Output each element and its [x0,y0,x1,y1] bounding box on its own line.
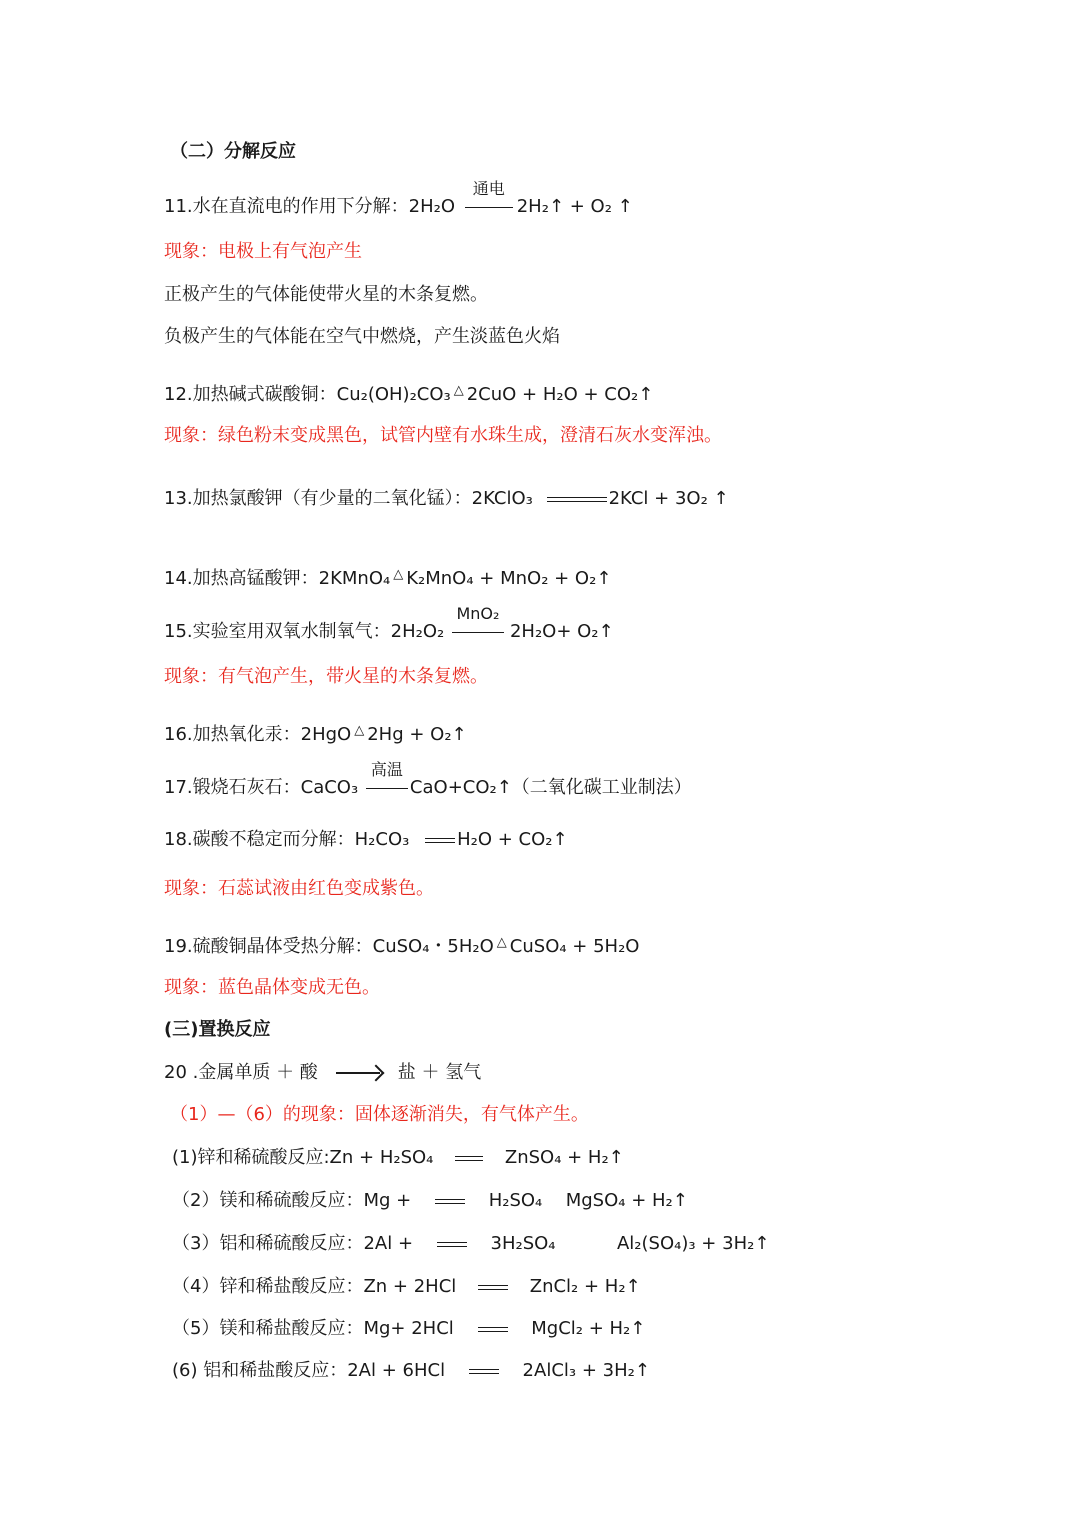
sub-reaction-1: (1)锌和稀硫酸反应:Zn + H₂SO₄ ZnSO₄ + H₂↑ [172,1147,624,1168]
reaction-15: 15.实验室用双氧水制氧气：2H₂O₂ MnO₂ 2H₂O+ O₂↑ [164,604,614,642]
heat-symbol: △ [393,567,404,582]
note-positive-electrode: 正极产生的气体能使带火星的木条复燃。 [164,284,488,305]
condition-high-temperature: 高温 [366,776,408,800]
reaction-11: 11.水在直流电的作用下分解：2H₂O 通电 2H₂↑ + O₂ ↑ [164,179,633,217]
reaction-12: 12.加热碱式碳酸铜：Cu₂(OH)₂CO₃ △ 2CuO + H₂O + CO₂↑ [164,379,653,407]
observation-12: 现象：绿色粉末变成黑色，试管内壁有水珠生成，澄清石灰水变浑浊。 [164,425,722,446]
sub-reaction-6: (6) 铝和稀盐酸反应：2Al + 6HCl 2AlCl₃ + 3H₂↑ [172,1360,650,1381]
reaction-14: 14.加热高锰酸钾：2KMnO₄ △ K₂MnO₄ + MnO₂ + O₂↑ [164,563,611,591]
reaction-16: 16.加热氧化汞：2HgO △ 2Hg + O₂↑ [164,719,467,747]
observation-15: 现象：有气泡产生，带火星的木条复燃。 [164,666,488,687]
note-negative-electrode: 负极产生的气体能在空气中燃烧，产生淡蓝色火焰 [164,326,560,347]
equals-sign [469,1369,499,1374]
sub-reaction-5: （5）镁和稀盐酸反应：Mg+ 2HCl MgCl₂ + H₂↑ [172,1318,646,1339]
arrow-icon [336,1072,380,1074]
reaction-19: 19.硫酸铜晶体受热分解：CuSO₄・5H₂O △ CuSO₄ + 5H₂O [164,931,639,959]
observation-19: 现象：蓝色晶体变成无色。 [164,977,380,998]
section-heading-decomposition: （二）分解反应 [170,141,296,162]
condition-catalyst: MnO₂ [452,620,504,644]
reaction-17: 17.锻烧石灰石：CaCO₃ 高温 CaO+CO₂↑（二氧化碳工业制法） [164,760,692,798]
equals-sign [437,1242,467,1247]
equals-sign [435,1199,465,1204]
heat-symbol: △ [354,723,365,738]
observation-20: （1）—（6）的现象：固体逐渐消失，有气体产生。 [170,1104,589,1125]
equals-sign [547,497,607,502]
equals-sign [455,1156,483,1161]
equals-sign [478,1327,508,1332]
sub-reaction-3: （3）铝和稀硫酸反应：2Al + 3H₂SO₄ Al₂(SO₄)₃ + 3H₂↑ [172,1233,770,1254]
heat-symbol: △ [496,935,507,950]
section-heading-replacement: (三)置换反应 [164,1019,271,1040]
heat-symbol: △ [453,383,464,398]
sub-reaction-2: （2）镁和稀硫酸反应：Mg + H₂SO₄ MgSO₄ + H₂↑ [172,1190,688,1211]
equals-sign [425,838,455,843]
observation-11: 现象：电极上有气泡产生 [164,241,362,262]
sub-reaction-4: （4）锌和稀盐酸反应：Zn + 2HCl ZnCl₂ + H₂↑ [172,1276,641,1297]
observation-18: 现象：石蕊试液由红色变成紫色。 [164,878,434,899]
reaction-13: 13.加热氯酸钾（有少量的二氧化锰）：2KClO₃ 2KCl + 3O₂ ↑ [164,488,729,509]
reaction-20: 20 .金属单质 ＋ 酸 盐 ＋ 氢气 [164,1062,482,1083]
equals-sign [478,1285,508,1290]
condition-electrolysis: 通电 [465,195,513,219]
reaction-18: 18.碳酸不稳定而分解：H₂CO₃ H₂O + CO₂↑ [164,829,568,850]
